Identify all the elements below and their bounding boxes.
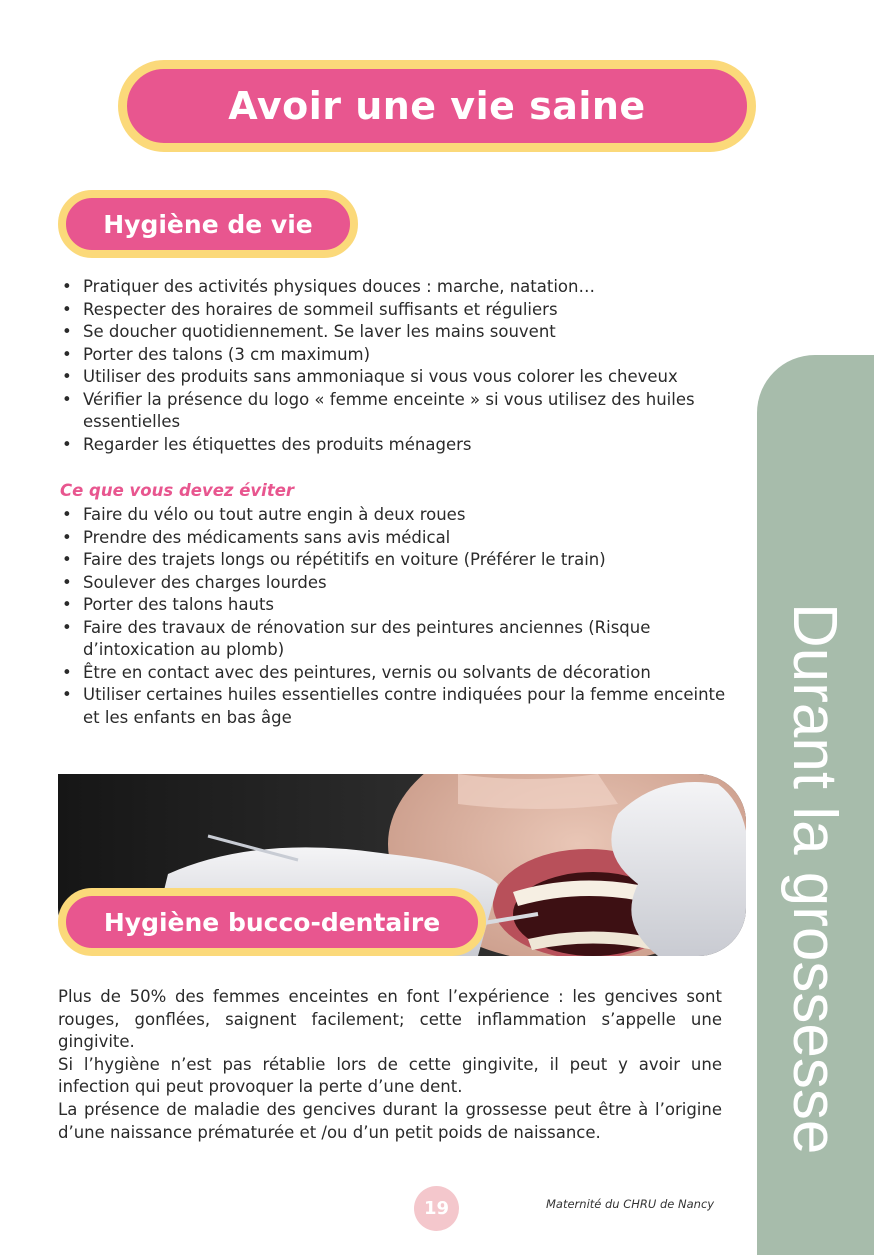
list-item: • Regarder les étiquettes des produits ménagers — [62, 434, 742, 457]
footer-credit: Maternité du CHRU de Nancy — [546, 1197, 715, 1211]
list-item: • Soulever des charges lourdes — [62, 572, 742, 595]
list-item: • Porter des talons hauts — [62, 594, 742, 617]
list-item: • Faire des trajets longs ou répétitifs en voiture (Préférer le train) — [62, 549, 742, 572]
section-heading-hygiene-vie-label: Hygiène de vie — [103, 209, 313, 239]
section-heading-hygiene-bucco-label: Hygiène bucco-dentaire — [103, 907, 441, 937]
list-item: • Vérifier la présence du logo « femme enceinte » si vous utilisez des huiles essentielles — [62, 389, 742, 434]
list-item: • Pratiquer des activités physiques douces : marche, natation… — [62, 276, 742, 299]
paragraph-line: Plus de 50% des femmes enceintes en font l’expérience : les gencives sont rouges, gonflées, saignent facilement; cette inflammation s’appelle une gingivite. — [58, 987, 722, 1052]
section-heading-hygiene-bucco — [58, 888, 486, 956]
bucco-paragraph — [58, 986, 722, 1144]
list-item: • Porter des talons (3 cm maximum) — [62, 344, 742, 367]
hygiene-vie-list — [62, 276, 742, 456]
list-item: • Faire du vélo ou tout autre engin à deux roues — [62, 504, 742, 527]
list-item: • Prendre des médicaments sans avis médical — [62, 527, 742, 550]
list-item: • Faire des travaux de rénovation sur des peintures anciennes (Risque d’intoxication au plomb) — [62, 617, 742, 662]
list-item: • Se doucher quotidiennement. Se laver les mains souvent — [62, 321, 742, 344]
section-heading-hygiene-vie — [58, 190, 358, 258]
eviter-list — [62, 504, 742, 729]
side-tab-text-wrap — [757, 355, 874, 1240]
list-item: • Respecter des horaires de sommeil suffisants et réguliers — [62, 299, 742, 322]
page-title-banner — [118, 60, 756, 152]
list-item: • Être en contact avec des peintures, vernis ou solvants de décoration — [62, 662, 742, 685]
side-tab-label: Durant la grossesse — [780, 603, 849, 1155]
list-item: • Utiliser certaines huiles essentielles contre indiquées pour la femme enceinte et les enfants en bas âge — [62, 684, 742, 729]
eviter-subheading: Ce que vous devez éviter — [60, 481, 295, 500]
paragraph-line: La présence de maladie des gencives durant la grossesse peut être à l’origine d’une naissance prématurée et /ou d’un petit poids de naissance. — [58, 1099, 722, 1142]
page-title: Avoir une vie saine — [228, 84, 646, 128]
list-item: • Utiliser des produits sans ammoniaque si vous vous colorer les cheveux — [62, 366, 742, 389]
page-number: 19 — [414, 1186, 459, 1231]
paragraph-line: Si l’hygiène n’est pas rétablie lors de cette gingivite, il peut y avoir une infection qui peut provoquer la perte d’une dent. — [58, 1054, 722, 1097]
